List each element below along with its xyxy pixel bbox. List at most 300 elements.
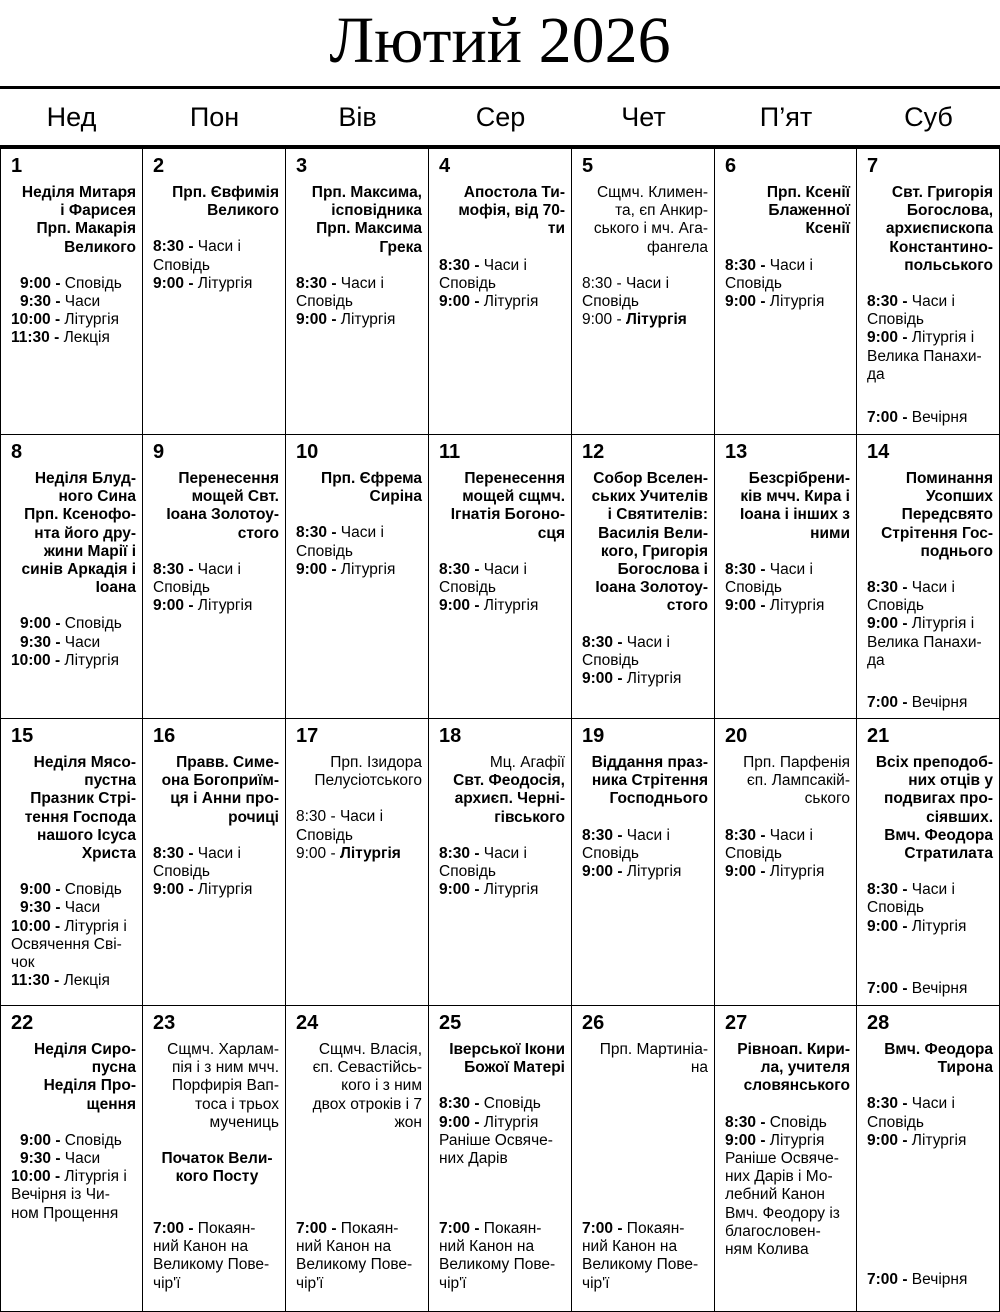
spacer	[153, 220, 281, 238]
weekday-monday: Пон	[189, 102, 240, 132]
spacer	[11, 257, 138, 275]
evening-service-line: 7:00 - Покаян-	[153, 1220, 256, 1237]
evening-service-line: ний Канон на	[153, 1238, 249, 1256]
service-line: 9:00 - Літургія і	[867, 329, 975, 347]
service-time: 9:00 -	[725, 597, 766, 615]
service-time: 8:30 -	[439, 1095, 480, 1113]
feast-title-secondary: Свт. Феодосія, архиєп. Черні- гівського	[453, 772, 565, 826]
day-number: 24	[296, 1012, 319, 1034]
service-time: 11:30 -	[11, 329, 60, 347]
day-number: 22	[11, 1012, 34, 1034]
service-time: 9:00 -	[296, 311, 337, 329]
service-line: лебний Канон	[725, 1186, 825, 1204]
day-number: 8	[11, 441, 23, 463]
service-line: Сповідь	[867, 311, 925, 329]
spacer	[296, 506, 424, 524]
service-time: 8:30 -	[153, 560, 194, 578]
service-line: Велика Панахи-	[867, 347, 982, 365]
service-time: 9:00 -	[20, 274, 61, 292]
day-number: 11	[439, 441, 461, 463]
service-line: Сповідь	[296, 293, 354, 311]
service-time: 9:00 -	[20, 615, 61, 633]
spacer	[867, 561, 995, 579]
service-time: 8:30 -	[867, 881, 908, 899]
service-line: ням Колива	[725, 1241, 809, 1259]
service-time: 9:00 -	[439, 1113, 480, 1131]
evening-service-line: ний Канон на	[582, 1238, 678, 1256]
service-line: Сповідь	[153, 863, 211, 881]
feast-title: Апостола Ти- мофія, від 70- ти	[458, 184, 565, 238]
service-line: 9:00 - Літургія	[153, 597, 253, 615]
spacer	[439, 1168, 567, 1220]
service-line: Вмч. Феодору із	[725, 1204, 840, 1222]
service-line: 9:30 - Часи	[20, 1150, 101, 1168]
evening-service-line: ний Канон на	[439, 1238, 535, 1256]
day-cell	[286, 1006, 429, 1312]
service-line: Сповідь	[725, 274, 783, 292]
service-line: 9:00 - Сповідь	[20, 274, 122, 292]
service-time: 10:00 -	[11, 311, 61, 329]
feast-title: Іверської Ікони Божої Матері	[449, 1041, 565, 1077]
spacer	[439, 239, 567, 257]
day-cell	[286, 719, 429, 1006]
day-cell	[429, 1006, 572, 1312]
service-time: 10:00 -	[11, 1168, 61, 1186]
service-line: 9:00 - Літургія	[439, 881, 539, 899]
feast-title: Поминання Усопших Передсвято Стрітення Гос- поднього	[881, 470, 993, 560]
service-time: 7:00 -	[582, 1220, 623, 1237]
day-cell	[429, 435, 572, 719]
calendar-title: Лютий 2026	[329, 4, 671, 77]
day-number: 6	[725, 155, 737, 177]
day-cell	[143, 1006, 286, 1312]
spacer	[582, 1077, 710, 1220]
service-line: Велика Панахи-	[867, 633, 982, 651]
feast-title: Неділя Сиро- пусна Неділя Про- щення	[34, 1041, 136, 1113]
weekday-friday: П’ят	[759, 102, 813, 132]
day-number: 10	[296, 441, 319, 463]
service-line: Сповідь	[867, 597, 925, 615]
service-line: Сповідь	[153, 579, 211, 597]
day-cell	[715, 1006, 857, 1312]
evening-service-line: 7:00 - Вечірня	[867, 409, 968, 426]
service-time: 8:30 -	[867, 579, 908, 597]
service-line: 9:00 - Літургія	[725, 597, 825, 615]
feast-title: Всіх преподоб- них отців у подвигах про- сіявших. Вмч. Феодора Стратилата	[875, 754, 993, 863]
feast-title: Безсрібрени- ків мчч. Кира і Іоана і інших з ними	[739, 470, 850, 542]
service-time: 9:00 -	[867, 615, 908, 633]
day-cell	[0, 149, 143, 435]
day-cell	[857, 435, 1000, 719]
service-line: Сповідь	[867, 899, 925, 917]
day-cell	[572, 149, 715, 435]
service-time: 8:30 -	[439, 560, 480, 578]
service-time: 9:00 -	[439, 293, 480, 311]
evening-service-line: чір'ї	[296, 1274, 324, 1292]
service-line: 8:30 - Сповідь	[725, 1113, 827, 1131]
service-line: 8:30 - Часи і	[439, 560, 527, 578]
service-line: 9:00 - Літургія	[867, 917, 967, 935]
service-time: 8:30 -	[725, 256, 766, 274]
spacer	[296, 790, 424, 808]
service-line: 9:30 - Часи	[20, 899, 101, 917]
weekday-thursday: Чет	[621, 102, 666, 132]
service-time: 10:00 -	[11, 651, 61, 669]
service-line: Сповідь	[725, 844, 783, 862]
service-line: Сповідь	[439, 579, 497, 597]
feast-title: Неділя Мясо- пустна Празник Стрі- тення Господа нашого Ісуса Христа	[24, 754, 136, 863]
service-line: Освячення Сві-	[11, 935, 122, 953]
service-time: 8:30 -	[153, 238, 194, 256]
evening-service-line: 7:00 - Вечірня	[867, 694, 968, 711]
day-number: 4	[439, 155, 451, 177]
weekday-tuesday: Вів	[338, 102, 377, 132]
day-number: 18	[439, 725, 462, 747]
service-line: Сповідь	[867, 1113, 925, 1131]
day-number: 3	[296, 155, 308, 177]
service-time: 7:00 -	[153, 1220, 194, 1237]
evening-service-line: Великому Пове-	[296, 1256, 413, 1274]
evening-service-line: чір'ї	[582, 1274, 610, 1292]
day-number: 13	[725, 441, 748, 463]
service-line: Сповідь	[725, 579, 783, 597]
day-cell	[715, 435, 857, 719]
weekday-saturday: Суб	[904, 102, 953, 132]
service-line: 9:00 - Літургія	[296, 311, 396, 329]
service-line: 8:30 - Часи і	[439, 844, 527, 862]
feast-title: Сщмч. Климен- та, єп Анкир- ського і мч. Ага- фангела	[593, 184, 708, 256]
feast-title: Вмч. Феодора Тирона	[884, 1041, 993, 1077]
service-line: 9:00 - Літургія	[725, 863, 825, 881]
spacer	[296, 1132, 424, 1220]
service-line: 8:30 - Часи і	[153, 844, 241, 862]
feast-title: Мц. Агафії	[489, 754, 565, 771]
service-time: 9:00 -	[867, 1131, 908, 1149]
service-time: 9:00 -	[153, 597, 194, 615]
spacer	[153, 1132, 281, 1150]
service-time: 7:00 -	[296, 1220, 337, 1237]
day-cell	[572, 1006, 715, 1312]
day-cell	[429, 149, 572, 435]
service-line: Сповідь	[439, 863, 497, 881]
spacer	[725, 1096, 852, 1114]
service-line: 11:30 - Лекція	[11, 972, 110, 990]
feast-title: Прп. Парфенія єп. Лампсакій- ського	[743, 754, 850, 808]
spacer	[439, 1077, 567, 1095]
service-line: 9:00 - Літургія	[725, 1131, 825, 1149]
service-time: 9:30 -	[20, 1150, 61, 1168]
service-line: да	[867, 651, 885, 669]
service-line: да	[867, 365, 885, 383]
service-line: 10:00 - Літургія і	[11, 1168, 127, 1186]
spacer	[867, 670, 995, 694]
service-time: 8:30 -	[296, 524, 337, 542]
day-cell	[0, 1006, 143, 1312]
spacer	[439, 827, 567, 845]
service-time: 9:00 -	[153, 881, 194, 899]
service-line: 10:00 - Літургія	[11, 651, 120, 669]
service-line: 8:30 - Часи і	[582, 633, 670, 651]
service-time: 8:30 -	[296, 274, 337, 292]
feast-title: Перенесення мощей Свт. Іоана Золотоу- стого	[166, 470, 279, 542]
spacer	[153, 827, 281, 845]
feast-title: Прп. Мартиніа- на	[599, 1041, 708, 1077]
spacer	[296, 257, 424, 275]
spacer	[582, 616, 710, 634]
service-line: 9:00 - Літургія	[153, 274, 253, 292]
spacer	[11, 1114, 138, 1132]
day-number: 1	[11, 155, 23, 177]
service-time: 8:30 -	[582, 826, 623, 844]
evening-service-line: 7:00 - Покаян-	[296, 1220, 399, 1237]
feast-title: Прп. Ксенії Блаженної Ксенії	[766, 184, 850, 238]
day-number: 28	[867, 1012, 890, 1034]
service-time: 8:30 -	[725, 560, 766, 578]
day-number: 14	[867, 441, 890, 463]
spacer	[153, 1186, 281, 1220]
evening-service-line: чір'ї	[439, 1274, 467, 1292]
service-time: 7:00 -	[867, 409, 908, 426]
service-line: 9:00 - Літургія	[439, 293, 539, 311]
service-time: 8:30 -	[439, 256, 480, 274]
service-time: 9:00 -	[867, 917, 908, 935]
feast-title: Прп. Євфимія Великого	[172, 184, 279, 220]
evening-services	[867, 1271, 995, 1289]
feast-title: Собор Вселен- ських Учителів і Святителів: Василія Вели- кого, Григорія Богослова і Іоана Золотоу- стого	[591, 470, 708, 615]
service-line: 9:00 - Літургія	[582, 863, 682, 881]
day-cell	[857, 149, 1000, 435]
service-time: 10:00 -	[11, 917, 61, 935]
service-time: 9:00 -	[20, 881, 61, 899]
service-time: 9:00 -	[439, 881, 480, 899]
service-line: 8:30 - Часи і	[867, 881, 955, 899]
day-cell	[0, 719, 143, 1006]
lent-note: Початок Вели- кого Посту	[161, 1150, 273, 1186]
service-time: 7:00 -	[867, 694, 908, 711]
service-line: Сповідь	[296, 826, 354, 844]
service-time: 9:30 -	[20, 633, 61, 651]
service-line: них Дарів	[439, 1150, 508, 1168]
feast-title: Сщмч. Власія, єп. Севастійсь- кого і з ним двох отроків і 7 жон	[312, 1041, 422, 1131]
day-number: 17	[296, 725, 319, 747]
day-number: 2	[153, 155, 165, 177]
feast-title: Свт. Григорія Богослова, архиєпископа Константино- польського	[885, 184, 993, 274]
service-time: 9:00 -	[867, 329, 908, 347]
spacer	[867, 1150, 995, 1271]
service-name-bold: Літургія	[625, 311, 687, 329]
service-time: 8:30 -	[867, 1095, 908, 1113]
spacer	[11, 597, 138, 615]
service-line: 9:30 - Часи	[20, 633, 101, 651]
service-line: 10:00 - Літургія	[11, 311, 120, 329]
day-cell	[857, 1006, 1000, 1312]
service-line: 8:30 - Часи і	[582, 826, 670, 844]
day-number: 12	[582, 441, 605, 463]
service-line: 11:30 - Лекція	[11, 329, 110, 347]
evening-services	[153, 1220, 281, 1293]
service-line: 9:00 - Сповідь	[20, 881, 122, 899]
service-time: 7:00 -	[867, 1271, 908, 1288]
service-line: Сповідь	[439, 274, 497, 292]
service-line: 8:30 - Часи і	[867, 579, 955, 597]
service-time: 9:30 -	[20, 293, 61, 311]
spacer	[439, 543, 567, 561]
day-cell	[572, 435, 715, 719]
service-line: 8:30 - Часи і	[725, 560, 813, 578]
service-line: 9:00 - Літургія	[296, 560, 396, 578]
service-line: Вечірня із Чи-	[11, 1186, 110, 1204]
day-number: 7	[867, 155, 879, 177]
service-time: 8:30 -	[153, 844, 194, 862]
service-line: 8:30 - Часи і	[296, 524, 384, 542]
spacer	[153, 543, 281, 561]
service-line: благословен-	[725, 1222, 821, 1240]
spacer	[867, 275, 995, 293]
service-line: 8:30 - Часи і	[582, 274, 670, 292]
service-line: 8:30 - Сповідь	[439, 1095, 541, 1113]
service-line: Сповідь	[582, 844, 640, 862]
service-line: них Дарів і Мо-	[725, 1168, 833, 1186]
feast-title: Неділя Блуд- ного Сина Прп. Ксенофо- нта його дру- жини Марії і синів Аркадія і Іоана	[21, 470, 136, 597]
evening-service-line: 7:00 - Покаян-	[582, 1220, 685, 1237]
day-cell	[286, 149, 429, 435]
day-cell	[143, 435, 286, 719]
service-line: ном Прощення	[11, 1204, 119, 1222]
day-cell	[143, 149, 286, 435]
evening-services	[582, 1220, 710, 1293]
feast-title: Перенесення мощей сщмч. Ігнатія Богоно- сця	[450, 470, 565, 542]
service-line: 9:00 - Сповідь	[20, 1131, 122, 1149]
service-line: 8:30 - Часи і	[867, 1095, 955, 1113]
feast-title: Правв. Симе- она Богоприїм- ця і Анни про- рочиці	[161, 754, 279, 826]
evening-service-line: Великому Пове-	[582, 1256, 699, 1274]
feast-title: Прп. Єфрема Сиріна	[321, 470, 422, 506]
day-number: 5	[582, 155, 594, 177]
service-time: 9:30 -	[20, 899, 61, 917]
day-cell	[715, 149, 857, 435]
service-line: 8:30 - Часи і	[725, 256, 813, 274]
day-cell	[286, 435, 429, 719]
evening-service-line: Великому Пове-	[153, 1256, 270, 1274]
spacer	[867, 384, 995, 409]
service-line: 9:00 - Літургія	[582, 670, 682, 688]
service-time: 8:30 -	[725, 1113, 766, 1131]
evening-services	[296, 1220, 424, 1293]
service-line: Сповідь	[296, 542, 354, 560]
day-number: 20	[725, 725, 748, 747]
day-number: 9	[153, 441, 165, 463]
service-time: 8:30 -	[439, 844, 480, 862]
service-name-bold: Літургія	[339, 844, 401, 862]
spacer	[582, 257, 710, 275]
service-line: Сповідь	[582, 293, 640, 311]
spacer	[867, 936, 995, 980]
spacer	[11, 863, 138, 881]
day-number: 27	[725, 1012, 748, 1034]
evening-services	[867, 409, 995, 427]
service-line: 9:30 - Часи	[20, 293, 101, 311]
service-time: 9:00 -	[296, 560, 337, 578]
service-line: 8:30 - Часи і	[725, 826, 813, 844]
service-time: 9:00 -	[439, 597, 480, 615]
evening-services	[867, 980, 995, 998]
service-line: 8:30 - Часи і	[296, 808, 384, 826]
evening-service-line: Великому Пове-	[439, 1256, 556, 1274]
service-time: 8:30 -	[867, 293, 908, 311]
service-time: 9:00 -	[582, 863, 623, 881]
evening-services	[439, 1220, 567, 1293]
service-line: Сповідь	[582, 651, 640, 669]
service-line: чок	[11, 954, 35, 972]
service-time: 11:30 -	[11, 972, 60, 990]
service-time: 8:30 -	[582, 633, 623, 651]
day-cell	[572, 719, 715, 1006]
feast-title: Віддання праз- ника Стрітення Господнього	[591, 754, 708, 808]
service-time: 9:00 -	[725, 1131, 766, 1149]
spacer	[725, 543, 852, 561]
day-number: 16	[153, 725, 176, 747]
calendar-grid	[0, 149, 1000, 1312]
day-cell	[429, 719, 572, 1006]
service-line: 8:30 - Часи і	[439, 256, 527, 274]
day-number: 19	[582, 725, 605, 747]
service-line: Сповідь	[153, 256, 211, 274]
service-line: 9:00 - Сповідь	[20, 615, 122, 633]
day-number: 25	[439, 1012, 462, 1034]
spacer	[582, 809, 710, 827]
feast-title: Рівноап. Кири- ла, учителя словянського	[737, 1041, 850, 1095]
service-time: 9:00 -	[20, 1131, 61, 1149]
service-line: 9:00 - Літургія	[725, 293, 825, 311]
service-time: 9:00 -	[153, 274, 194, 292]
service-line: 8:30 - Часи і	[153, 560, 241, 578]
service-line: 9:00 - Літургія	[439, 597, 539, 615]
day-cell	[857, 719, 1000, 1006]
evening-service-line: чір'ї	[153, 1274, 181, 1292]
spacer	[867, 1077, 995, 1095]
service-time: 9:00 -	[725, 293, 766, 311]
spacer	[725, 239, 852, 257]
day-number: 21	[867, 725, 890, 747]
day-cell	[143, 719, 286, 1006]
spacer	[867, 863, 995, 881]
service-line: Раніше Освяче-	[439, 1131, 553, 1149]
service-line: Раніше Освяче-	[725, 1150, 839, 1168]
day-number: 26	[582, 1012, 605, 1034]
evening-service-line: ний Канон на	[296, 1238, 392, 1256]
weekday-wednesday: Сер	[475, 102, 526, 132]
service-time: 8:30 -	[725, 826, 766, 844]
spacer	[725, 809, 852, 827]
service-line: 8:30 - Часи і	[296, 274, 384, 292]
evening-service-line: 7:00 - Покаян-	[439, 1220, 542, 1237]
day-cell	[0, 435, 143, 719]
weekday-sunday: Нед	[46, 102, 97, 132]
day-number: 15	[11, 725, 34, 747]
service-time: 7:00 -	[867, 980, 908, 997]
feast-title: Неділя Митаря і Фарисея Прп. Макарія Великого	[21, 184, 136, 256]
service-line: 8:30 - Часи і	[867, 293, 955, 311]
feast-title: Прп. Максима, ісповідника Прп. Максима Грека	[311, 184, 422, 256]
service-line: 9:00 - Літургія	[867, 1131, 967, 1149]
feast-title: Прп. Ізидора Пелусіотського	[314, 754, 422, 790]
service-time: 7:00 -	[439, 1220, 480, 1237]
evening-service-line: 7:00 - Вечірня	[867, 1271, 968, 1288]
service-line: 9:00 - Літургія	[582, 311, 687, 329]
service-line: 9:00 - Літургія	[153, 881, 253, 899]
day-cell	[715, 719, 857, 1006]
feast-title: Сщмч. Харлам- пія і з ним мчч. Порфирія Вап- тоса і трьох мучениць	[167, 1041, 279, 1131]
